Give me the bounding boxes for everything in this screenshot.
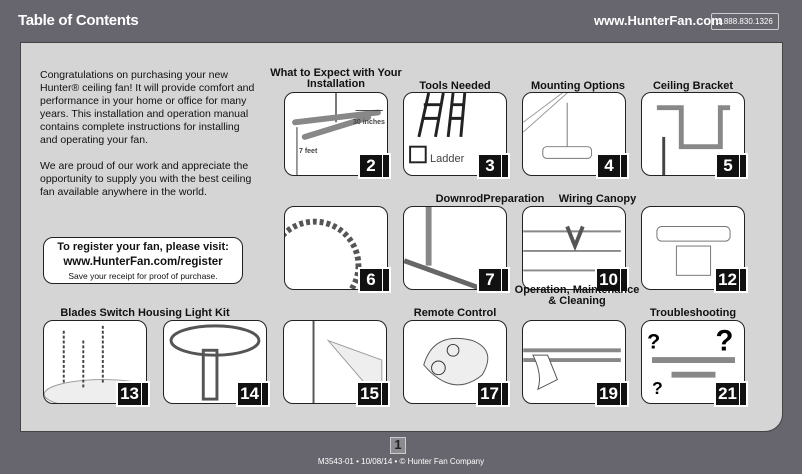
page-badge-number: 13 <box>120 384 139 403</box>
page-tab-icon <box>502 383 508 405</box>
toc-tile-page-15[interactable] <box>283 320 387 404</box>
page-badge <box>476 381 510 407</box>
section-label: Operation, Maintenance & Cleaning <box>514 284 640 307</box>
section-label: Ceiling Bracket <box>652 80 734 92</box>
section-label: Tools Needed <box>419 80 491 92</box>
toc-tile-page-19[interactable] <box>522 320 626 404</box>
page-badge-number: 3 <box>479 155 501 177</box>
svg-text:?: ? <box>715 324 734 358</box>
page-badge-number: 5 <box>717 155 739 177</box>
toc-tile-page-3[interactable] <box>403 92 507 176</box>
website-link[interactable]: www.HunterFan.com <box>594 13 723 28</box>
toc-tile-page-7[interactable] <box>403 206 507 290</box>
page-tab-icon <box>740 155 746 177</box>
page-tab-icon <box>502 155 508 177</box>
page-badge-number: 21 <box>718 384 737 403</box>
page-tab-icon <box>262 383 268 405</box>
page-tab-icon <box>621 383 627 405</box>
section-label: What to Expect with Your Installation <box>270 67 402 90</box>
page-badge-number: 10 <box>599 270 618 289</box>
toc-tile-page-6[interactable] <box>284 206 388 290</box>
page-badge-number: 7 <box>479 269 501 291</box>
page-badge <box>714 267 748 293</box>
page-badge-number: 15 <box>360 384 379 403</box>
intro-text <box>40 69 260 212</box>
register-box <box>43 237 243 284</box>
page-badge <box>715 153 748 179</box>
svg-text:?: ? <box>647 329 661 354</box>
tile-caption: 30 inches <box>353 119 385 126</box>
page-tab-icon <box>740 269 746 291</box>
tile-caption: Ladder <box>430 153 465 165</box>
section-label: Troubleshooting <box>649 307 737 319</box>
toc-tile-page-12[interactable] <box>641 206 745 290</box>
page-badge-number: 14 <box>240 384 259 403</box>
page-title: Table of Contents <box>18 12 139 29</box>
page-tab-icon <box>383 155 389 177</box>
footer-text: M3543-01 • 10/08/14 • © Hunter Fan Company <box>317 457 485 466</box>
page-badge-number: 12 <box>718 270 737 289</box>
intro-paragraph-2: We are proud of our work and appreciate the opportunity to supply you with the best ceiling fan available anywhere in the world. <box>40 160 252 198</box>
register-note: Save your receipt for proof of purchase. <box>68 271 218 281</box>
toc-tile-page-5[interactable] <box>641 92 745 176</box>
page-tab-icon <box>382 383 388 405</box>
page-badge <box>358 267 391 293</box>
section-label: Mounting Options <box>530 80 626 92</box>
page-badge-number: 6 <box>360 269 382 291</box>
register-link[interactable]: www.HunterFan.com/register <box>63 256 223 268</box>
page-badge <box>477 267 510 293</box>
toc-tile-page-4[interactable] <box>522 92 626 176</box>
page-badge <box>356 381 390 407</box>
page-badge <box>595 381 629 407</box>
page-tab-icon <box>142 383 148 405</box>
page-tab-icon <box>383 269 389 291</box>
register-heading: To register your fan, please visit: <box>57 241 229 253</box>
page-badge-number: 2 <box>360 155 382 177</box>
toc-tile-page-2[interactable] <box>284 92 388 176</box>
toc-tile-page-21[interactable] <box>641 320 745 404</box>
page-tab-icon <box>502 269 508 291</box>
page-badge <box>477 153 510 179</box>
page-number: 1 <box>390 437 406 454</box>
page-badge-number: 4 <box>598 155 620 177</box>
page-badge <box>714 381 748 407</box>
page-badge <box>236 381 270 407</box>
toc-tile-page-13[interactable] <box>43 320 147 404</box>
page-badge-number: 19 <box>599 384 618 403</box>
section-label: Remote Control <box>413 307 497 319</box>
page-badge <box>596 153 629 179</box>
section-label: Wiring Canopy <box>558 193 637 205</box>
phone-number: 1.888.830.1326 <box>711 13 779 30</box>
intro-paragraph-1: Congratulations on purchasing your new Hunter® ceiling fan! It will provide comfort and performance in your home or office for many years. This installation and operation manual contains complete instructions for installing and operating your fan. <box>40 69 255 146</box>
toc-tile-page-10[interactable] <box>522 206 626 290</box>
page-badge <box>116 381 150 407</box>
page-tab-icon <box>621 155 627 177</box>
svg-text:?: ? <box>652 378 663 399</box>
section-label: DownrodPreparation <box>435 193 545 205</box>
page-tab-icon <box>740 383 746 405</box>
page-badge <box>358 153 391 179</box>
toc-tile-page-14[interactable] <box>163 320 267 404</box>
page-badge-number: 17 <box>480 384 499 403</box>
section-label: Blades Switch Housing Light Kit <box>60 307 230 319</box>
toc-tile-page-17[interactable] <box>403 320 507 404</box>
tile-caption: 7 feet <box>299 148 318 155</box>
